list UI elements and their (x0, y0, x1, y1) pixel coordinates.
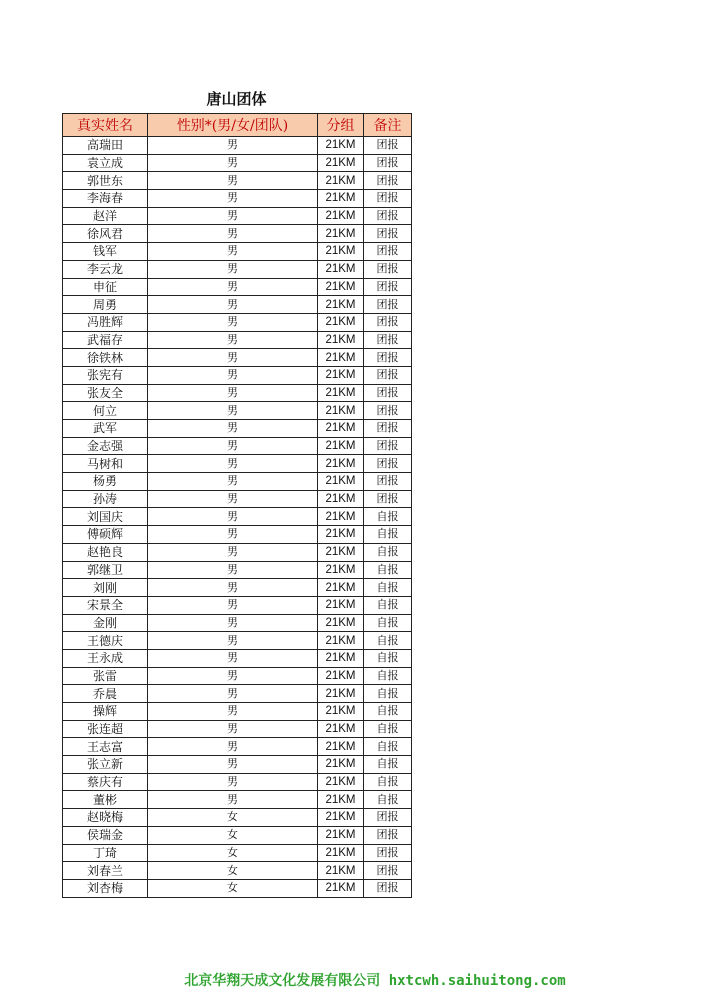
table-row (63, 791, 412, 809)
cell-gender: 男 (148, 508, 318, 526)
cell-name: 王德庆 (63, 632, 148, 650)
cell-gender: 男 (148, 455, 318, 473)
cell-name: 操辉 (63, 703, 148, 721)
cell-gender: 男 (148, 685, 318, 703)
cell-group: 21KM (318, 561, 364, 579)
cell-gender: 男 (148, 596, 318, 614)
cell-group: 21KM (318, 579, 364, 597)
cell-name: 张连超 (63, 720, 148, 738)
cell-gender: 男 (148, 791, 318, 809)
cell-gender: 男 (148, 420, 318, 438)
cell-group: 21KM (318, 331, 364, 349)
cell-note: 团报 (364, 331, 412, 349)
table-row (63, 738, 412, 756)
table-row (63, 420, 412, 438)
cell-name: 刘刚 (63, 579, 148, 597)
cell-note: 自报 (364, 508, 412, 526)
table-row (63, 278, 412, 296)
table-row (63, 526, 412, 544)
cell-note: 自报 (364, 561, 412, 579)
table-row (63, 473, 412, 491)
cell-name: 冯胜辉 (63, 313, 148, 331)
table-row (63, 756, 412, 774)
cell-group: 21KM (318, 632, 364, 650)
cell-group: 21KM (318, 649, 364, 667)
cell-group: 21KM (318, 313, 364, 331)
cell-name: 武军 (63, 420, 148, 438)
table-row (63, 225, 412, 243)
cell-gender: 女 (148, 844, 318, 862)
cell-name: 丁琦 (63, 844, 148, 862)
cell-name: 张立新 (63, 756, 148, 774)
cell-note: 自报 (364, 596, 412, 614)
cell-note: 团报 (364, 349, 412, 367)
column-header-note: 备注 (364, 114, 412, 137)
cell-note: 团报 (364, 190, 412, 208)
cell-name: 马树和 (63, 455, 148, 473)
cell-note: 自报 (364, 720, 412, 738)
cell-name: 王志富 (63, 738, 148, 756)
cell-gender: 男 (148, 738, 318, 756)
cell-note: 团报 (364, 154, 412, 172)
cell-group: 21KM (318, 809, 364, 827)
cell-gender: 女 (148, 809, 318, 827)
cell-group: 21KM (318, 366, 364, 384)
table-row (63, 508, 412, 526)
cell-gender: 男 (148, 243, 318, 261)
cell-group: 21KM (318, 225, 364, 243)
table-row (63, 667, 412, 685)
footer-company: 北京华翔天成文化发展有限公司 (184, 973, 381, 989)
cell-gender: 男 (148, 667, 318, 685)
cell-gender: 男 (148, 561, 318, 579)
table-row (63, 649, 412, 667)
cell-name: 金刚 (63, 614, 148, 632)
cell-group: 21KM (318, 879, 364, 897)
cell-note: 团报 (364, 826, 412, 844)
cell-group: 21KM (318, 420, 364, 438)
cell-group: 21KM (318, 243, 364, 261)
cell-gender: 男 (148, 207, 318, 225)
cell-name: 李海春 (63, 190, 148, 208)
cell-note: 自报 (364, 703, 412, 721)
cell-note: 自报 (364, 756, 412, 774)
table-row (63, 703, 412, 721)
cell-name: 蔡庆有 (63, 773, 148, 791)
cell-gender: 男 (148, 437, 318, 455)
table-row (63, 207, 412, 225)
cell-group: 21KM (318, 455, 364, 473)
table-row (63, 685, 412, 703)
cell-note: 自报 (364, 632, 412, 650)
cell-note: 团报 (364, 473, 412, 491)
table-row (63, 543, 412, 561)
cell-gender: 男 (148, 703, 318, 721)
table-row (63, 190, 412, 208)
cell-name: 张友全 (63, 384, 148, 402)
cell-name: 张雷 (63, 667, 148, 685)
cell-name: 董彬 (63, 791, 148, 809)
cell-note: 团报 (364, 225, 412, 243)
cell-gender: 男 (148, 579, 318, 597)
cell-name: 侯瑞金 (63, 826, 148, 844)
cell-name: 高瑞田 (63, 137, 148, 155)
cell-group: 21KM (318, 190, 364, 208)
cell-gender: 男 (148, 349, 318, 367)
page-title: 唐山团体 (206, 90, 267, 108)
table-row (63, 313, 412, 331)
cell-gender: 男 (148, 614, 318, 632)
cell-note: 自报 (364, 667, 412, 685)
cell-name: 宋景全 (63, 596, 148, 614)
table-row (63, 243, 412, 261)
cell-gender: 男 (148, 313, 318, 331)
cell-name: 赵洋 (63, 207, 148, 225)
cell-group: 21KM (318, 437, 364, 455)
cell-name: 赵艳良 (63, 543, 148, 561)
registration-table (62, 113, 412, 898)
cell-gender: 男 (148, 137, 318, 155)
table-row (63, 437, 412, 455)
cell-name: 金志强 (63, 437, 148, 455)
cell-note: 自报 (364, 526, 412, 544)
cell-group: 21KM (318, 296, 364, 314)
cell-group: 21KM (318, 526, 364, 544)
table-row (63, 809, 412, 827)
cell-gender: 女 (148, 879, 318, 897)
cell-gender: 男 (148, 720, 318, 738)
cell-group: 21KM (318, 756, 364, 774)
cell-group: 21KM (318, 402, 364, 420)
cell-gender: 男 (148, 632, 318, 650)
footer (0, 970, 702, 990)
cell-gender: 女 (148, 826, 318, 844)
cell-note: 团报 (364, 809, 412, 827)
cell-name: 徐铁林 (63, 349, 148, 367)
table-row (63, 154, 412, 172)
cell-group: 21KM (318, 826, 364, 844)
cell-gender: 男 (148, 278, 318, 296)
cell-gender: 男 (148, 225, 318, 243)
cell-group: 21KM (318, 384, 364, 402)
column-header-name: 真实姓名 (63, 114, 148, 137)
cell-group: 21KM (318, 844, 364, 862)
cell-gender: 男 (148, 172, 318, 190)
table-row (63, 844, 412, 862)
cell-name: 刘春兰 (63, 862, 148, 880)
cell-note: 自报 (364, 579, 412, 597)
table-body (63, 137, 412, 898)
cell-note: 团报 (364, 137, 412, 155)
cell-group: 21KM (318, 137, 364, 155)
cell-gender: 男 (148, 526, 318, 544)
cell-group: 21KM (318, 596, 364, 614)
column-header-gender: 性别*(男/女/团队) (148, 114, 318, 137)
cell-note: 自报 (364, 773, 412, 791)
cell-note: 团报 (364, 455, 412, 473)
cell-name: 钱军 (63, 243, 148, 261)
cell-gender: 男 (148, 190, 318, 208)
table-row (63, 296, 412, 314)
cell-gender: 男 (148, 773, 318, 791)
cell-note: 团报 (364, 172, 412, 190)
cell-name: 武福存 (63, 331, 148, 349)
cell-name: 杨勇 (63, 473, 148, 491)
cell-name: 王永成 (63, 649, 148, 667)
cell-gender: 女 (148, 862, 318, 880)
cell-name: 刘国庆 (63, 508, 148, 526)
table-row (63, 490, 412, 508)
cell-note: 团报 (364, 420, 412, 438)
table-row (63, 614, 412, 632)
cell-group: 21KM (318, 172, 364, 190)
cell-group: 21KM (318, 154, 364, 172)
cell-group: 21KM (318, 720, 364, 738)
cell-gender: 男 (148, 296, 318, 314)
cell-name: 赵晓梅 (63, 809, 148, 827)
cell-note: 团报 (364, 402, 412, 420)
cell-name: 郭世东 (63, 172, 148, 190)
cell-note: 自报 (364, 614, 412, 632)
cell-group: 21KM (318, 614, 364, 632)
column-header-group: 分组 (318, 114, 364, 137)
table-row (63, 402, 412, 420)
cell-group: 21KM (318, 278, 364, 296)
table-row (63, 455, 412, 473)
table-row (63, 137, 412, 155)
cell-name: 刘杏梅 (63, 879, 148, 897)
cell-note: 团报 (364, 437, 412, 455)
cell-note: 自报 (364, 738, 412, 756)
cell-name: 李云龙 (63, 260, 148, 278)
cell-name: 申征 (63, 278, 148, 296)
cell-name: 徐风君 (63, 225, 148, 243)
cell-group: 21KM (318, 349, 364, 367)
table-row (63, 826, 412, 844)
cell-gender: 男 (148, 473, 318, 491)
table-row (63, 366, 412, 384)
cell-name: 张宪有 (63, 366, 148, 384)
table-row (63, 172, 412, 190)
cell-group: 21KM (318, 773, 364, 791)
cell-name: 郭继卫 (63, 561, 148, 579)
cell-group: 21KM (318, 260, 364, 278)
cell-note: 团报 (364, 384, 412, 402)
cell-gender: 男 (148, 331, 318, 349)
cell-note: 团报 (364, 278, 412, 296)
cell-group: 21KM (318, 862, 364, 880)
cell-gender: 男 (148, 366, 318, 384)
cell-group: 21KM (318, 685, 364, 703)
table-row (63, 632, 412, 650)
table-row (63, 579, 412, 597)
table-header-row (63, 114, 412, 137)
cell-group: 21KM (318, 473, 364, 491)
table-row (63, 331, 412, 349)
cell-group: 21KM (318, 207, 364, 225)
table-row (63, 384, 412, 402)
cell-note: 团报 (364, 844, 412, 862)
table-row (63, 862, 412, 880)
cell-group: 21KM (318, 738, 364, 756)
cell-note: 团报 (364, 243, 412, 261)
cell-name: 傅硕辉 (63, 526, 148, 544)
cell-note: 自报 (364, 685, 412, 703)
cell-note: 团报 (364, 313, 412, 331)
table-row (63, 773, 412, 791)
cell-gender: 男 (148, 384, 318, 402)
cell-note: 团报 (364, 296, 412, 314)
table-row (63, 596, 412, 614)
cell-note: 团报 (364, 366, 412, 384)
cell-note: 团报 (364, 207, 412, 225)
cell-name: 周勇 (63, 296, 148, 314)
table-row (63, 561, 412, 579)
cell-note: 自报 (364, 649, 412, 667)
cell-name: 孙涛 (63, 490, 148, 508)
cell-note: 团报 (364, 490, 412, 508)
cell-note: 团报 (364, 879, 412, 897)
cell-group: 21KM (318, 791, 364, 809)
cell-note: 自报 (364, 543, 412, 561)
footer-website: hxtcwh.saihuitong.com (388, 973, 566, 989)
table-row (63, 349, 412, 367)
cell-group: 21KM (318, 490, 364, 508)
cell-gender: 男 (148, 543, 318, 561)
cell-group: 21KM (318, 508, 364, 526)
cell-gender: 男 (148, 490, 318, 508)
cell-gender: 男 (148, 260, 318, 278)
cell-note: 团报 (364, 862, 412, 880)
cell-group: 21KM (318, 543, 364, 561)
table-row (63, 260, 412, 278)
cell-note: 团报 (364, 260, 412, 278)
cell-gender: 男 (148, 402, 318, 420)
cell-name: 乔晨 (63, 685, 148, 703)
cell-name: 何立 (63, 402, 148, 420)
cell-group: 21KM (318, 703, 364, 721)
table-row (63, 720, 412, 738)
table-row (63, 879, 412, 897)
cell-gender: 男 (148, 756, 318, 774)
cell-name: 袁立成 (63, 154, 148, 172)
cell-note: 自报 (364, 791, 412, 809)
cell-group: 21KM (318, 667, 364, 685)
cell-gender: 男 (148, 649, 318, 667)
cell-gender: 男 (148, 154, 318, 172)
